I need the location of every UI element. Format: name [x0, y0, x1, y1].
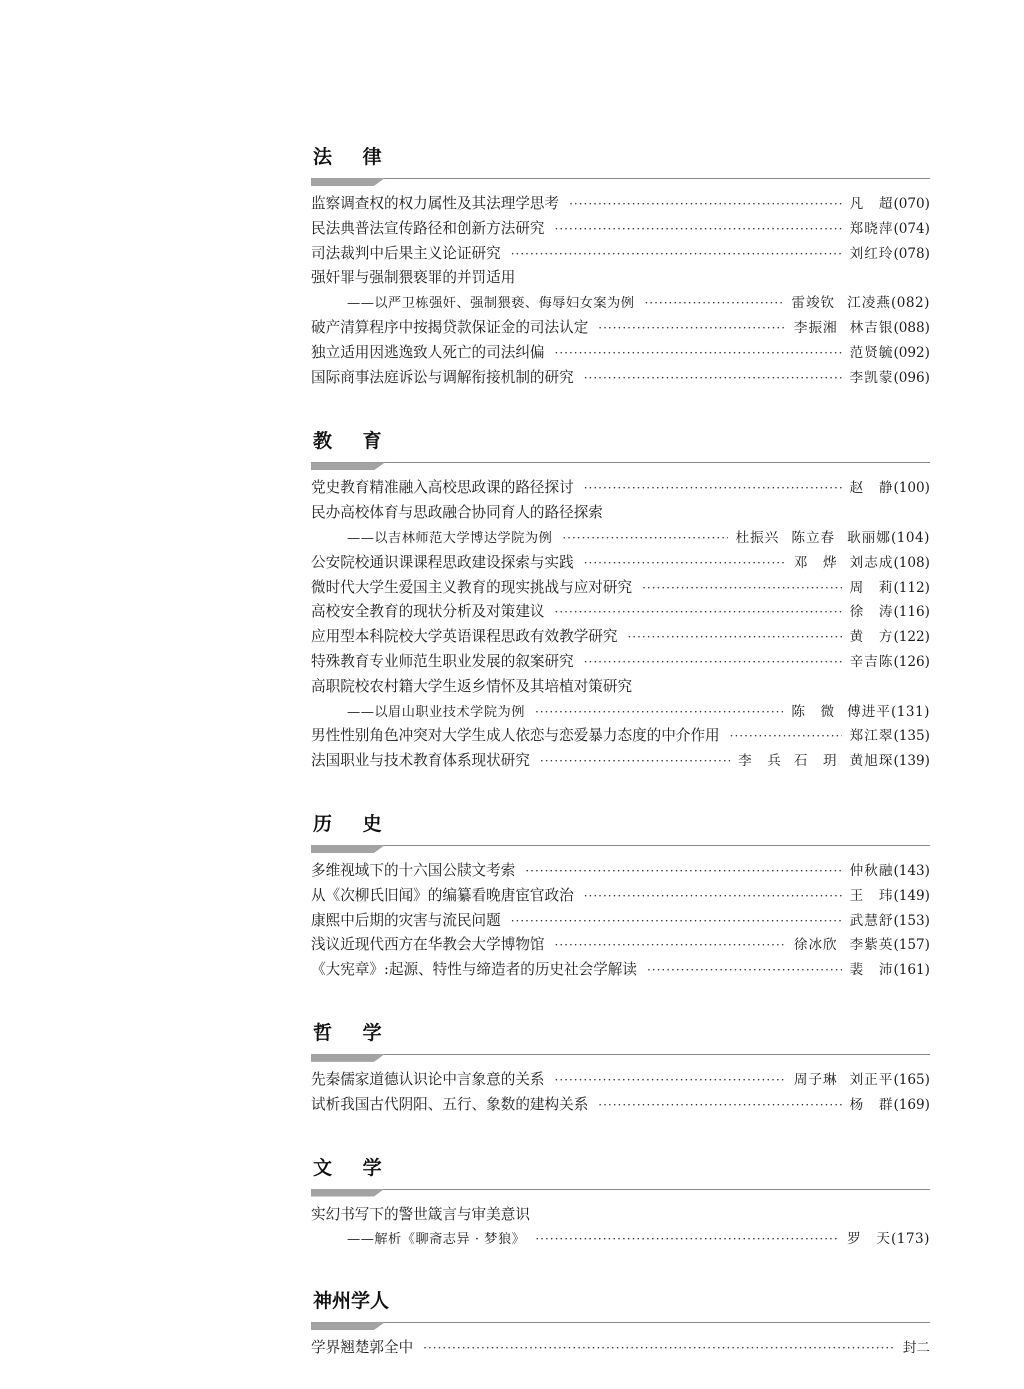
toc-entry[interactable]	[311, 724, 930, 749]
toc-entry[interactable]	[311, 1068, 930, 1093]
page-number: (157)	[893, 937, 930, 954]
entry-subtitle: ——以眉山职业技术学院为例	[347, 704, 525, 720]
author-name: 石 玥	[793, 753, 838, 770]
entry-title: 实幻书写下的警世箴言与审美意识	[311, 1205, 530, 1223]
dot-leader	[555, 938, 786, 952]
entry-authors	[850, 576, 894, 596]
author-name: 周 莉	[849, 579, 894, 596]
section-header	[311, 1282, 930, 1336]
dot-leader	[525, 864, 841, 878]
entry-title: 康熙中后期的灾害与流民问题	[311, 911, 501, 929]
entry-authors	[850, 476, 894, 496]
dot-leader	[562, 531, 727, 545]
page-number: (139)	[893, 753, 930, 770]
author-name: 周子琳	[793, 1071, 838, 1088]
toc-entry[interactable]	[311, 884, 930, 909]
entry-authors	[850, 341, 894, 361]
section-title: 教 育	[313, 430, 394, 453]
dot-leader	[555, 605, 842, 619]
section-rule-accent	[311, 845, 385, 853]
toc-entry[interactable]	[311, 933, 930, 958]
section-rule	[311, 1189, 930, 1190]
page-number: (092)	[893, 344, 930, 361]
dot-leader	[642, 581, 842, 595]
entry-title: 党史教育精准融入高校思政课的路径探讨	[311, 479, 574, 497]
entry-title: 司法裁判中后果主义论证研究	[311, 244, 501, 262]
toc-entry[interactable]	[311, 958, 930, 983]
page-number: 封二	[902, 1340, 930, 1357]
entry-authors	[850, 192, 894, 212]
entry-title: 应用型本科院校大学英语课程思政有效教学研究	[311, 628, 618, 646]
dot-leader	[730, 729, 842, 743]
section-rule	[311, 1054, 930, 1055]
author-name: 陈立春	[791, 529, 836, 546]
author-name: 黄 方	[849, 629, 894, 646]
toc-subtitle-row[interactable]	[311, 526, 930, 551]
entry-title: 破产清算程序中按揭贷款保证金的司法认定	[311, 318, 589, 336]
entry-title: 民法典普法宣传路径和创新方法研究	[311, 219, 545, 237]
toc-section	[311, 1282, 930, 1361]
toc-entry[interactable]	[311, 266, 930, 291]
page-number: (096)	[893, 369, 930, 386]
page-number: (165)	[893, 1071, 930, 1088]
page-number: (149)	[893, 887, 930, 904]
dot-leader	[647, 963, 842, 977]
author-name: 罗 天	[847, 1231, 891, 1248]
entry-authors	[850, 884, 894, 904]
toc-entry[interactable]	[311, 316, 930, 341]
author-name: 雷竣钦	[791, 295, 836, 312]
page-number: (100)	[893, 480, 930, 497]
page-number: (116)	[893, 604, 930, 621]
section-header	[311, 1149, 930, 1203]
toc-section	[311, 138, 930, 390]
toc-entry[interactable]	[311, 217, 930, 242]
toc-entry[interactable]	[311, 476, 930, 501]
toc-entry[interactable]	[311, 675, 930, 700]
dot-leader	[540, 754, 730, 768]
entry-title: 从《次柳氏旧闻》的编纂看晚唐宦官政治	[311, 886, 574, 904]
section-rule-accent	[311, 1189, 385, 1197]
author-name: 杜振兴	[735, 529, 780, 546]
toc-entry[interactable]	[311, 1093, 930, 1118]
entry-list	[311, 1203, 930, 1253]
toc-section	[311, 1014, 930, 1118]
author-name: 仲秋融	[849, 862, 894, 879]
author-name: 陈 微	[791, 703, 836, 720]
entry-authors	[794, 551, 894, 571]
page-number: (143)	[893, 862, 930, 879]
dot-leader	[584, 655, 842, 669]
page-number: (108)	[893, 554, 930, 571]
author-name: 林吉银	[849, 319, 894, 336]
dot-leader	[535, 705, 783, 719]
entry-subtitle: ——以严卫栋强奸、强制猥亵、侮辱妇女案为例	[347, 296, 635, 312]
dot-leader	[644, 296, 783, 310]
author-name: 郑江翠	[849, 728, 894, 745]
toc-entry[interactable]	[311, 600, 930, 625]
page-number: (126)	[893, 653, 930, 670]
author-name: 耿丽娜	[847, 529, 891, 546]
entry-title: 公安院校通识课课程思政建设探索与实践	[311, 553, 574, 571]
author-name: 李 兵	[738, 753, 782, 770]
toc-entry[interactable]	[311, 1203, 930, 1228]
section-rule-accent	[311, 1322, 385, 1330]
section-title: 法 律	[313, 146, 394, 168]
dot-leader	[598, 1098, 841, 1112]
dot-leader	[584, 889, 842, 903]
entry-title: 《大宪章》:起源、特性与缔造者的历史社会学解读	[311, 961, 637, 979]
dot-leader	[627, 630, 841, 644]
entry-title: 试析我国古代阴阳、五行、象数的建构关系	[311, 1095, 589, 1113]
entry-list	[311, 1068, 930, 1118]
dot-leader	[569, 197, 842, 211]
section-header	[311, 138, 930, 192]
dot-leader	[555, 346, 842, 360]
section-rule	[311, 462, 930, 463]
author-name: 李凯蒙	[849, 369, 894, 386]
author-name: 凡 超	[849, 196, 894, 212]
author-name: 武慧舒	[849, 912, 894, 929]
toc-section	[311, 1149, 930, 1253]
entry-subtitle: ——解析《聊斋志异 · 梦狼》	[347, 1232, 526, 1248]
entry-authors	[791, 291, 891, 311]
entry-title: 高校安全教育的现状分析及对策建议	[311, 603, 545, 621]
dot-leader	[584, 481, 842, 495]
entry-title: 学界翘楚郭全中	[311, 1339, 414, 1357]
toc-entry[interactable]	[311, 1336, 930, 1361]
author-name: 刘正平	[849, 1071, 894, 1088]
entry-subtitle: ——以吉林师范大学博达学院为例	[347, 530, 553, 546]
page-number: (078)	[893, 245, 930, 262]
entry-authors	[850, 217, 894, 237]
entry-title: 独立适用因逃逸致人死亡的司法纠偏	[311, 343, 545, 361]
toc-entry[interactable]	[311, 909, 930, 934]
section-header	[311, 422, 930, 476]
dot-leader	[584, 371, 842, 385]
dot-leader	[584, 556, 786, 570]
toc-subtitle-row[interactable]	[311, 1227, 930, 1252]
entry-title: 微时代大学生爱国主义教育的现实挑战与应对研究	[311, 578, 633, 596]
entry-title: 法国职业与技术教育体系现状研究	[311, 752, 530, 770]
page-number: (169)	[893, 1096, 930, 1113]
author-name: 范贤毓	[849, 344, 894, 361]
dot-leader	[555, 222, 842, 236]
section-rule	[311, 178, 930, 179]
author-name: 江凌燕	[847, 295, 891, 312]
page-number: (074)	[893, 220, 930, 237]
entry-authors	[791, 700, 891, 720]
author-name: 郑晓萍	[849, 220, 894, 237]
toc-entry[interactable]	[311, 650, 930, 675]
entry-title: 国际商事法庭诉讼与调解衔接机制的研究	[311, 368, 574, 386]
author-name: 徐 涛	[849, 604, 894, 621]
author-name: 刘志成	[849, 554, 894, 571]
entry-title: 监察调查权的权力属性及其法理学思考	[311, 195, 560, 212]
toc-entry[interactable]	[311, 192, 930, 217]
page-number: (173)	[890, 1231, 930, 1248]
toc-entry[interactable]	[311, 341, 930, 366]
entry-title: 多维视域下的十六国公牍文考索	[311, 861, 516, 879]
author-name: 邓 烨	[793, 554, 838, 571]
toc-entry[interactable]	[311, 859, 930, 884]
section-title: 文 学	[313, 1156, 394, 1179]
page-number: (161)	[893, 962, 930, 979]
author-name: 王 玮	[849, 887, 894, 904]
dot-leader	[598, 321, 786, 335]
section-rule-accent	[311, 1054, 385, 1062]
entry-authors	[850, 958, 894, 978]
section-title: 历 史	[313, 812, 394, 835]
entry-title: 特殊教育专业师范生职业发展的叙案研究	[311, 652, 574, 670]
dot-leader	[535, 1232, 839, 1246]
table-of-contents	[311, 138, 930, 1361]
entry-authors	[850, 1093, 894, 1113]
author-name: 辛吉陈	[849, 653, 894, 670]
section-title: 哲 学	[313, 1021, 394, 1044]
section-header	[311, 805, 930, 859]
author-name: 黄旭琛	[849, 753, 894, 770]
page-number: (082)	[890, 295, 930, 312]
toc-subtitle-row[interactable]	[311, 291, 930, 316]
author-name: 李振湘	[793, 319, 838, 336]
entry-authors	[850, 859, 894, 879]
entry-title: 浅议近现代西方在华教会大学博物馆	[311, 936, 545, 954]
section-rule	[311, 845, 930, 846]
page-number: (135)	[893, 728, 930, 745]
toc-section	[311, 805, 930, 983]
entry-authors	[847, 1227, 891, 1247]
entry-authors	[794, 1068, 894, 1088]
entry-title: 先秦儒家道德认识论中言象意的关系	[311, 1070, 545, 1088]
page-number: (070)	[893, 196, 930, 212]
section-header	[311, 1014, 930, 1068]
entry-authors	[794, 933, 894, 953]
section-rule-accent	[311, 462, 385, 470]
dot-leader	[423, 1341, 895, 1355]
toc-entry[interactable]	[311, 625, 930, 650]
entry-authors	[850, 909, 894, 929]
author-name: 刘红玲	[849, 245, 894, 262]
dot-leader	[511, 914, 842, 928]
section-title: 神州学人	[313, 1290, 390, 1313]
author-name: 傅进平	[847, 703, 891, 720]
toc-entry[interactable]	[311, 501, 930, 526]
toc-section	[311, 422, 930, 774]
toc-subtitle-row[interactable]	[311, 700, 930, 725]
entry-list	[311, 192, 930, 390]
toc-entry[interactable]	[311, 749, 930, 774]
page-number: (153)	[893, 912, 930, 929]
section-rule	[311, 1322, 930, 1323]
entry-authors	[736, 526, 891, 546]
entry-authors	[850, 366, 894, 386]
entry-list	[311, 1336, 930, 1361]
author-name: 李紫英	[849, 937, 894, 954]
entry-authors	[850, 600, 894, 620]
entry-authors	[850, 650, 894, 670]
toc-entry[interactable]	[311, 551, 930, 576]
page-number: (112)	[893, 579, 930, 596]
entry-authors	[794, 316, 894, 336]
entry-authors	[850, 242, 894, 262]
entry-list	[311, 476, 930, 774]
entry-title: 高职院校农村籍大学生返乡情怀及其培植对策研究	[311, 677, 633, 695]
author-name: 徐冰欣	[793, 937, 838, 954]
toc-entry[interactable]	[311, 242, 930, 267]
entry-title: 男性性别角色冲突对大学生成人依恋与恋爱暴力态度的中介作用	[311, 727, 720, 745]
toc-entry[interactable]	[311, 576, 930, 601]
page-number: (122)	[893, 629, 930, 646]
author-name: 杨 群	[849, 1096, 894, 1113]
entry-list	[311, 859, 930, 983]
entry-title: 民办高校体育与思政融合协同育人的路径探索	[311, 504, 603, 522]
entry-authors	[850, 724, 894, 744]
entry-authors	[850, 625, 894, 645]
section-rule-accent	[311, 178, 385, 186]
page-number: (131)	[890, 703, 930, 720]
entry-title: 强奸罪与强制猥亵罪的并罚适用	[311, 269, 516, 287]
entry-authors	[738, 749, 893, 769]
author-name: 赵 静	[849, 480, 894, 497]
page-number: (104)	[890, 529, 930, 546]
author-name: 裴 沛	[849, 962, 894, 979]
page-number: (088)	[893, 319, 930, 336]
dot-leader	[555, 1073, 786, 1087]
toc-entry[interactable]	[311, 366, 930, 391]
dot-leader	[511, 247, 842, 261]
